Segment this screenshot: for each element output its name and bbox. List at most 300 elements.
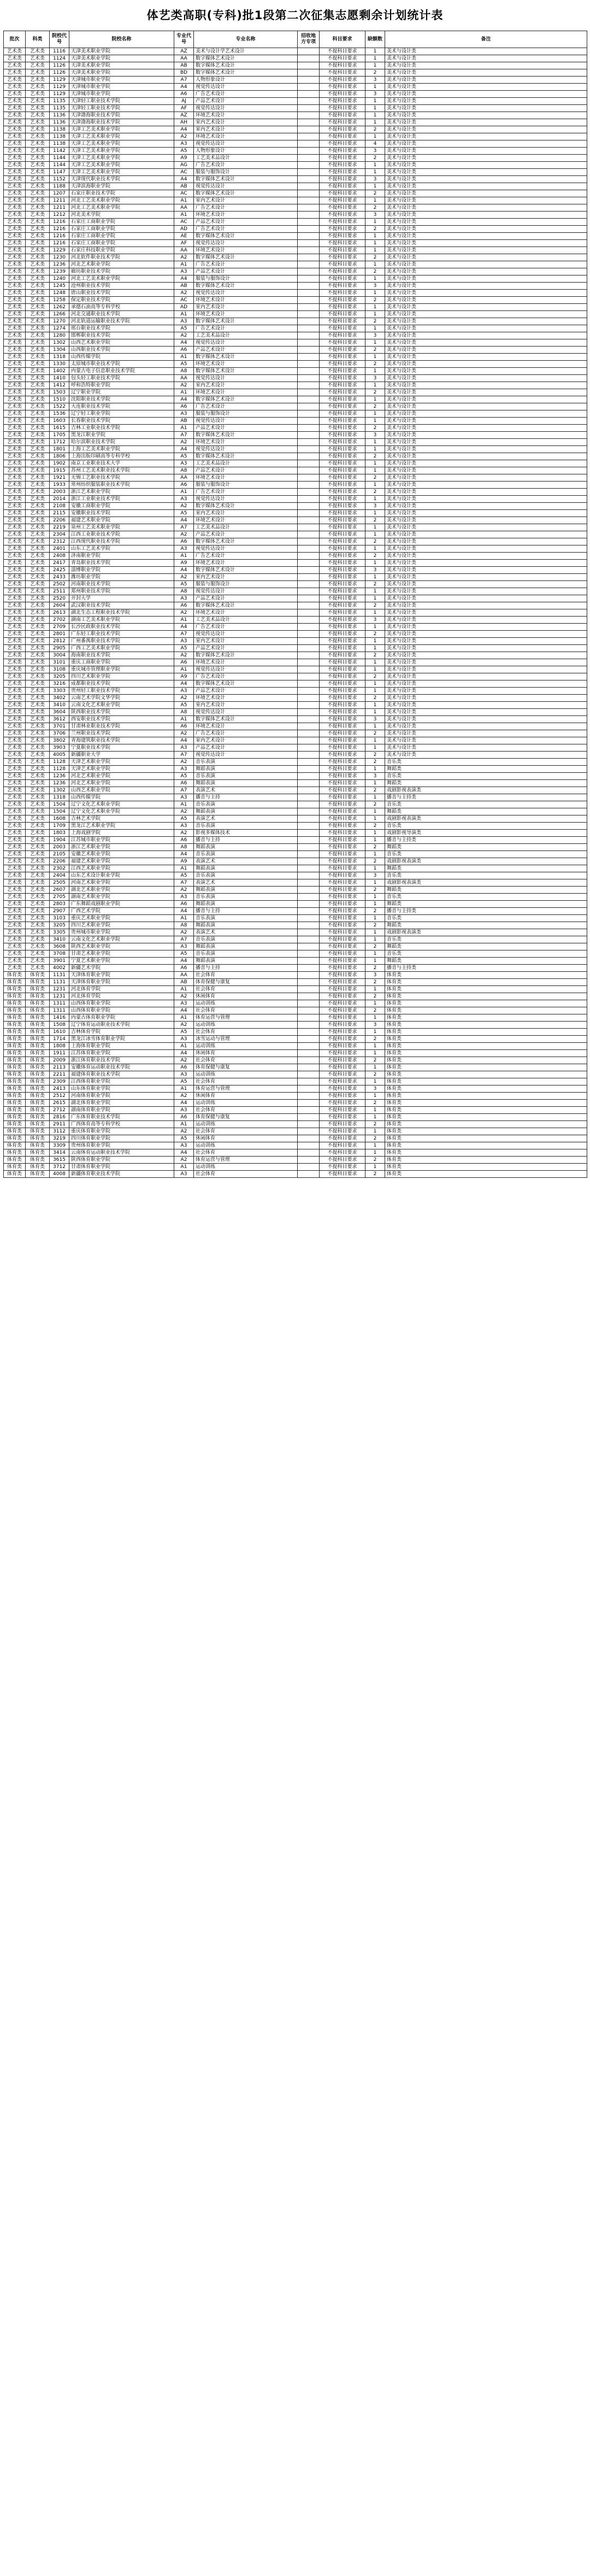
- cell-major-name: 产品艺术设计: [194, 531, 298, 538]
- cell-school-name: 山西传媒学院: [69, 794, 174, 801]
- cell-subject: 艺术类: [26, 595, 50, 602]
- cell-vacancy: 2: [365, 965, 385, 972]
- cell-major-name: 视觉传达设计: [194, 709, 298, 716]
- cell-batch: 艺术类: [4, 588, 26, 595]
- cell-school-name: 天津美术职业学院: [69, 55, 174, 62]
- cell-school-name: 浙江体育职业技术学院: [69, 1057, 174, 1064]
- cell-note: 体育类: [385, 1078, 587, 1085]
- cell-school-code: 2302: [50, 865, 69, 872]
- cell-subject-requirement: 不提科目要求: [320, 368, 365, 375]
- cell-local-special: [298, 261, 320, 268]
- cell-subject-requirement: 不提科目要求: [320, 126, 365, 133]
- cell-school-code: 1921: [50, 474, 69, 482]
- cell-school-name: 天津美术职业学院: [69, 48, 174, 55]
- cell-vacancy: 1: [365, 1000, 385, 1007]
- table-row: [4, 901, 587, 908]
- table-row: [4, 879, 587, 887]
- cell-school-code: 1608: [50, 815, 69, 823]
- cell-subject-requirement: 不提科目要求: [320, 1064, 365, 1071]
- cell-vacancy: 2: [365, 1057, 385, 1064]
- table-row: [4, 737, 587, 744]
- cell-note: 美术与设计类: [385, 688, 587, 695]
- cell-subject-requirement: 不提科目要求: [320, 581, 365, 588]
- cell-batch: 艺术类: [4, 69, 26, 77]
- cell-school-name: 河北软件职业技术学院: [69, 254, 174, 261]
- cell-major-name: 社会体育: [194, 1078, 298, 1085]
- cell-school-name: 天津美术职业学院: [69, 69, 174, 77]
- cell-note: 美术与设计类: [385, 283, 587, 290]
- cell-subject-requirement: 不提科目要求: [320, 737, 365, 744]
- cell-school-name: 常州纺织服装职业技术学院: [69, 482, 174, 489]
- cell-subject: 艺术类: [26, 325, 50, 332]
- cell-school-code: 2702: [50, 617, 69, 624]
- cell-major-name: 休闲体育: [194, 993, 298, 1000]
- cell-subject-requirement: 不提科目要求: [320, 517, 365, 524]
- cell-vacancy: 2: [365, 69, 385, 77]
- cell-local-special: [298, 91, 320, 98]
- cell-local-special: [298, 283, 320, 290]
- table-row: [4, 709, 587, 716]
- cell-local-special: [298, 950, 320, 958]
- cell-subject-requirement: 不提科目要求: [320, 48, 365, 55]
- cell-vacancy: 1: [365, 1149, 385, 1157]
- table-row: [4, 609, 587, 617]
- table-row: [4, 666, 587, 673]
- cell-batch: 艺术类: [4, 453, 26, 460]
- cell-note: 美术与设计类: [385, 723, 587, 730]
- cell-major-name: 服装与服饰设计: [194, 410, 298, 418]
- cell-local-special: [298, 98, 320, 105]
- cell-local-special: [298, 638, 320, 645]
- cell-major-code: A3: [174, 766, 194, 773]
- cell-note: 美术与设计类: [385, 510, 587, 517]
- cell-major-code: AA: [174, 55, 194, 62]
- cell-major-name: 影视多媒体技术: [194, 830, 298, 837]
- cell-note: 美术与设计类: [385, 375, 587, 382]
- cell-vacancy: 2: [365, 823, 385, 830]
- cell-school-name: 哈尔滨职业技术学院: [69, 439, 174, 446]
- cell-note: 美术与设计类: [385, 268, 587, 275]
- cell-subject-requirement: 不提科目要求: [320, 1100, 365, 1107]
- cell-subject-requirement: 不提科目要求: [320, 311, 365, 318]
- cell-subject-requirement: 不提科目要求: [320, 588, 365, 595]
- table-row: [4, 1022, 587, 1029]
- cell-major-code: A5: [174, 872, 194, 879]
- cell-subject: 体育类: [26, 1029, 50, 1036]
- cell-school-code: 1304: [50, 347, 69, 354]
- cell-school-code: 1245: [50, 283, 69, 290]
- cell-vacancy: 3: [365, 972, 385, 979]
- cell-batch: 体育类: [4, 1029, 26, 1036]
- cell-subject: 艺术类: [26, 240, 50, 247]
- cell-subject-requirement: 不提科目要求: [320, 986, 365, 993]
- cell-vacancy: 1: [365, 1043, 385, 1050]
- cell-subject-requirement: 不提科目要求: [320, 624, 365, 631]
- cell-major-name: 体育运营与管理: [194, 1014, 298, 1022]
- cell-school-name: 天津城市职业学院: [69, 77, 174, 84]
- cell-school-name: 湖南艺术职业学院: [69, 894, 174, 901]
- cell-subject-requirement: 不提科目要求: [320, 354, 365, 361]
- cell-major-name: 视觉传达设计: [194, 84, 298, 91]
- cell-subject-requirement: 不提科目要求: [320, 268, 365, 275]
- cell-local-special: [298, 318, 320, 325]
- cell-local-special: [298, 69, 320, 77]
- cell-major-name: 视觉传达设计: [194, 418, 298, 425]
- cell-major-name: 室内艺术设计: [194, 382, 298, 389]
- cell-batch: 艺术类: [4, 730, 26, 737]
- cell-subject: 体育类: [26, 1022, 50, 1029]
- cell-major-name: 产品艺术设计: [194, 595, 298, 602]
- cell-major-name: 工艺美术品设计: [194, 617, 298, 624]
- cell-subject: 艺术类: [26, 155, 50, 162]
- cell-vacancy: 3: [365, 283, 385, 290]
- cell-school-code: 1128: [50, 766, 69, 773]
- cell-major-name: 视觉传达设计: [194, 588, 298, 595]
- cell-local-special: [298, 254, 320, 261]
- cell-subject-requirement: 不提科目要求: [320, 382, 365, 389]
- cell-subject: 艺术类: [26, 680, 50, 688]
- table-row: [4, 1107, 587, 1114]
- cell-subject-requirement: 不提科目要求: [320, 567, 365, 574]
- cell-vacancy: 1: [365, 666, 385, 673]
- cell-major-name: 舞蹈表演: [194, 780, 298, 787]
- cell-note: 美术与设计类: [385, 368, 587, 375]
- cell-subject-requirement: 不提科目要求: [320, 837, 365, 844]
- table-row: [4, 631, 587, 638]
- cell-subject: 艺术类: [26, 254, 50, 261]
- cell-school-name: 天津现代职业技术学院: [69, 176, 174, 183]
- cell-local-special: [298, 169, 320, 176]
- table-row: [4, 638, 587, 645]
- cell-major-name: 播音与主持: [194, 837, 298, 844]
- cell-subject: 艺术类: [26, 290, 50, 297]
- cell-school-code: 1266: [50, 311, 69, 318]
- cell-local-special: [298, 162, 320, 169]
- cell-major-code: A4: [174, 567, 194, 574]
- cell-school-name: 河北工艺美术职业学院: [69, 204, 174, 212]
- cell-subject: 艺术类: [26, 609, 50, 617]
- cell-subject: 体育类: [26, 1149, 50, 1157]
- cell-vacancy: 3: [365, 77, 385, 84]
- cell-major-name: 运动训练: [194, 1142, 298, 1149]
- cell-note: 戏剧影视表演类: [385, 879, 587, 887]
- cell-batch: 艺术类: [4, 77, 26, 84]
- cell-major-name: 体育保健与康复: [194, 1114, 298, 1121]
- cell-vacancy: 1: [365, 680, 385, 688]
- cell-school-code: 3802: [50, 737, 69, 744]
- cell-major-name: 环境艺术设计: [194, 297, 298, 304]
- cell-note: 美术与设计类: [385, 62, 587, 69]
- cell-subject: 艺术类: [26, 119, 50, 126]
- cell-major-code: A2: [174, 887, 194, 894]
- cell-school-name: 甘肃艺术职业学院: [69, 950, 174, 958]
- cell-note: 美术与设计类: [385, 702, 587, 709]
- table-row: [4, 496, 587, 503]
- cell-subject: 艺术类: [26, 801, 50, 808]
- cell-subject-requirement: 不提科目要求: [320, 496, 365, 503]
- cell-batch: 艺术类: [4, 283, 26, 290]
- table-row: [4, 1164, 587, 1171]
- cell-vacancy: 1: [365, 638, 385, 645]
- cell-school-name: 广西工艺美术职业学院: [69, 645, 174, 652]
- cell-batch: 艺术类: [4, 126, 26, 133]
- cell-school-code: 1138: [50, 133, 69, 140]
- cell-subject-requirement: 不提科目要求: [320, 531, 365, 538]
- cell-major-name: 室内艺术设计: [194, 197, 298, 204]
- cell-local-special: [298, 631, 320, 638]
- cell-school-code: 1510: [50, 396, 69, 403]
- table-row: [4, 162, 587, 169]
- cell-batch: 艺术类: [4, 91, 26, 98]
- cell-vacancy: 3: [365, 176, 385, 183]
- table-row: [4, 1157, 587, 1164]
- cell-batch: 艺术类: [4, 133, 26, 140]
- cell-note: 美术与设计类: [385, 176, 587, 183]
- cell-subject: 艺术类: [26, 737, 50, 744]
- cell-local-special: [298, 1093, 320, 1100]
- cell-vacancy: 1: [365, 275, 385, 283]
- cell-subject-requirement: 不提科目要求: [320, 958, 365, 965]
- table-row: [4, 1100, 587, 1107]
- cell-subject: 艺术类: [26, 112, 50, 119]
- cell-note: 美术与设计类: [385, 489, 587, 496]
- cell-subject: 艺术类: [26, 602, 50, 609]
- cell-major-code: A2: [174, 730, 194, 737]
- cell-local-special: [298, 773, 320, 780]
- cell-subject-requirement: 不提科目要求: [320, 148, 365, 155]
- cell-local-special: [298, 673, 320, 680]
- cell-subject: 艺术类: [26, 524, 50, 531]
- cell-school-name: 湖北生态工程职业技术学院: [69, 609, 174, 617]
- cell-vacancy: 2: [365, 581, 385, 588]
- cell-subject-requirement: 不提科目要求: [320, 91, 365, 98]
- table-row: [4, 865, 587, 872]
- cell-school-name: 浙江工业职业技术学院: [69, 496, 174, 503]
- cell-note: 美术与设计类: [385, 339, 587, 347]
- cell-local-special: [298, 84, 320, 91]
- cell-major-name: 数字媒体艺术设计: [194, 680, 298, 688]
- table-row: [4, 325, 587, 332]
- cell-school-code: 2520: [50, 595, 69, 602]
- cell-school-name: 广东舞蹈戏剧职业学院: [69, 901, 174, 908]
- cell-subject: 体育类: [26, 1014, 50, 1022]
- cell-subject: 体育类: [26, 1057, 50, 1064]
- cell-batch: 艺术类: [4, 503, 26, 510]
- cell-subject: 艺术类: [26, 624, 50, 631]
- cell-local-special: [298, 879, 320, 887]
- cell-major-code: A3: [174, 744, 194, 752]
- cell-major-name: 舞蹈表演: [194, 865, 298, 872]
- cell-subject-requirement: 不提科目要求: [320, 638, 365, 645]
- cell-school-name: 山东体育职业学院: [69, 1085, 174, 1093]
- table-row: [4, 581, 587, 588]
- cell-school-name: 安徽职业技术学院: [69, 510, 174, 517]
- table-row: [4, 1171, 587, 1178]
- cell-major-code: A4: [174, 126, 194, 133]
- cell-subject-requirement: 不提科目要求: [320, 1050, 365, 1057]
- table-row: [4, 226, 587, 233]
- cell-school-name: 山西职业技术学院: [69, 347, 174, 354]
- cell-batch: 艺术类: [4, 531, 26, 538]
- cell-school-name: 重庆艺术职业学院: [69, 915, 174, 922]
- cell-subject-requirement: 不提科目要求: [320, 972, 365, 979]
- cell-local-special: [298, 652, 320, 659]
- cell-subject: 艺术类: [26, 98, 50, 105]
- cell-vacancy: 1: [365, 233, 385, 240]
- cell-subject-requirement: 不提科目要求: [320, 858, 365, 865]
- cell-major-name: 广告艺术设计: [194, 162, 298, 169]
- cell-local-special: [298, 801, 320, 808]
- cell-vacancy: 4: [365, 140, 385, 148]
- cell-major-code: A5: [174, 645, 194, 652]
- cell-subject-requirement: 不提科目要求: [320, 553, 365, 560]
- cell-school-code: 1504: [50, 801, 69, 808]
- cell-subject: 艺术类: [26, 574, 50, 581]
- cell-school-code: 2511: [50, 588, 69, 595]
- cell-vacancy: 2: [365, 844, 385, 851]
- cell-local-special: [298, 1142, 320, 1149]
- cell-major-code: BD: [174, 69, 194, 77]
- header-school-code: 院校代号: [50, 31, 69, 48]
- cell-subject: 艺术类: [26, 666, 50, 673]
- cell-school-code: 4008: [50, 1171, 69, 1178]
- cell-school-code: 1806: [50, 453, 69, 460]
- cell-note: 音乐类: [385, 894, 587, 901]
- table-row: [4, 1029, 587, 1036]
- cell-major-code: A3: [174, 545, 194, 553]
- cell-school-code: 2907: [50, 908, 69, 915]
- cell-local-special: [298, 858, 320, 865]
- cell-subject-requirement: 不提科目要求: [320, 318, 365, 325]
- cell-major-name: 音乐表演: [194, 773, 298, 780]
- cell-batch: 艺术类: [4, 496, 26, 503]
- cell-major-code: AA: [174, 972, 194, 979]
- cell-subject-requirement: 不提科目要求: [320, 609, 365, 617]
- cell-vacancy: 1: [365, 901, 385, 908]
- cell-batch: 艺术类: [4, 354, 26, 361]
- cell-school-name: 云南体育运动职业技术学院: [69, 1149, 174, 1157]
- cell-subject-requirement: 不提科目要求: [320, 1135, 365, 1142]
- cell-major-code: A2: [174, 503, 194, 510]
- table-row: [4, 283, 587, 290]
- cell-local-special: [298, 226, 320, 233]
- cell-school-name: 新疆职业大学: [69, 752, 174, 759]
- cell-subject-requirement: 不提科目要求: [320, 460, 365, 467]
- cell-major-name: 产品艺术设计: [194, 645, 298, 652]
- cell-subject: 艺术类: [26, 410, 50, 418]
- cell-major-name: 视觉传达设计: [194, 496, 298, 503]
- cell-note: 美术与设计类: [385, 617, 587, 624]
- cell-subject-requirement: 不提科目要求: [320, 1142, 365, 1149]
- cell-note: 美术与设计类: [385, 403, 587, 410]
- cell-subject-requirement: 不提科目要求: [320, 453, 365, 460]
- cell-major-code: A2: [174, 1022, 194, 1029]
- cell-vacancy: 1: [365, 325, 385, 332]
- cell-local-special: [298, 965, 320, 972]
- cell-subject-requirement: 不提科目要求: [320, 979, 365, 986]
- cell-major-name: 视觉传达设计: [194, 183, 298, 190]
- cell-batch: 艺术类: [4, 936, 26, 943]
- cell-local-special: [298, 474, 320, 482]
- cell-local-special: [298, 872, 320, 879]
- cell-batch: 艺术类: [4, 311, 26, 318]
- cell-school-name: 河北体育学院: [69, 986, 174, 993]
- table-row: [4, 1135, 587, 1142]
- cell-major-name: 休闲体育: [194, 1135, 298, 1142]
- cell-subject: 艺术类: [26, 695, 50, 702]
- cell-subject-requirement: 不提科目要求: [320, 808, 365, 815]
- cell-major-name: 数字媒体艺术设计: [194, 652, 298, 659]
- cell-local-special: [298, 1064, 320, 1071]
- cell-batch: 艺术类: [4, 915, 26, 922]
- cell-batch: 艺术类: [4, 240, 26, 247]
- cell-local-special: [298, 538, 320, 545]
- cell-major-name: 数字媒体艺术设计: [194, 254, 298, 261]
- cell-local-special: [298, 1121, 320, 1128]
- cell-note: 美术与设计类: [385, 680, 587, 688]
- cell-subject: 艺术类: [26, 126, 50, 133]
- cell-major-name: 社会体育: [194, 1107, 298, 1114]
- cell-vacancy: 2: [365, 695, 385, 702]
- cell-major-name: 社会体育: [194, 1171, 298, 1178]
- cell-batch: 艺术类: [4, 567, 26, 574]
- cell-batch: 艺术类: [4, 858, 26, 865]
- cell-note: 播音与主持类: [385, 965, 587, 972]
- cell-subject-requirement: 不提科目要求: [320, 325, 365, 332]
- cell-major-name: 广告艺术设计: [194, 204, 298, 212]
- cell-school-code: 1508: [50, 1022, 69, 1029]
- cell-local-special: [298, 432, 320, 439]
- cell-batch: 体育类: [4, 1164, 26, 1171]
- table-row: [4, 787, 587, 794]
- cell-vacancy: 1: [365, 574, 385, 581]
- cell-school-code: 3004: [50, 652, 69, 659]
- cell-school-name: 河南艺术职业学院: [69, 879, 174, 887]
- cell-major-code: A5: [174, 1029, 194, 1036]
- cell-batch: 体育类: [4, 1085, 26, 1093]
- cell-batch: 艺术类: [4, 410, 26, 418]
- cell-vacancy: 3: [365, 432, 385, 439]
- cell-vacancy: 2: [365, 517, 385, 524]
- table-row: [4, 98, 587, 105]
- table-row: [4, 624, 587, 631]
- cell-major-code: A3: [174, 638, 194, 645]
- cell-batch: 体育类: [4, 1057, 26, 1064]
- cell-school-name: 广东轻工职业技术学院: [69, 631, 174, 638]
- cell-subject-requirement: 不提科目要求: [320, 77, 365, 84]
- cell-school-name: 唐山职业技术学院: [69, 290, 174, 297]
- cell-school-code: 3706: [50, 730, 69, 737]
- cell-batch: 艺术类: [4, 247, 26, 254]
- cell-subject-requirement: 不提科目要求: [320, 1014, 365, 1022]
- cell-batch: 艺术类: [4, 794, 26, 801]
- table-row: [4, 446, 587, 453]
- cell-note: 美术与设计类: [385, 652, 587, 659]
- cell-note: 美术与设计类: [385, 112, 587, 119]
- cell-subject: 艺术类: [26, 773, 50, 780]
- cell-local-special: [298, 929, 320, 936]
- cell-batch: 艺术类: [4, 233, 26, 240]
- table-row: [4, 212, 587, 219]
- cell-local-special: [298, 986, 320, 993]
- cell-local-special: [298, 382, 320, 389]
- cell-vacancy: 2: [365, 922, 385, 929]
- cell-major-code: A2: [174, 929, 194, 936]
- cell-local-special: [298, 759, 320, 766]
- cell-subject: 艺术类: [26, 219, 50, 226]
- table-row: [4, 510, 587, 517]
- cell-school-code: 1522: [50, 403, 69, 410]
